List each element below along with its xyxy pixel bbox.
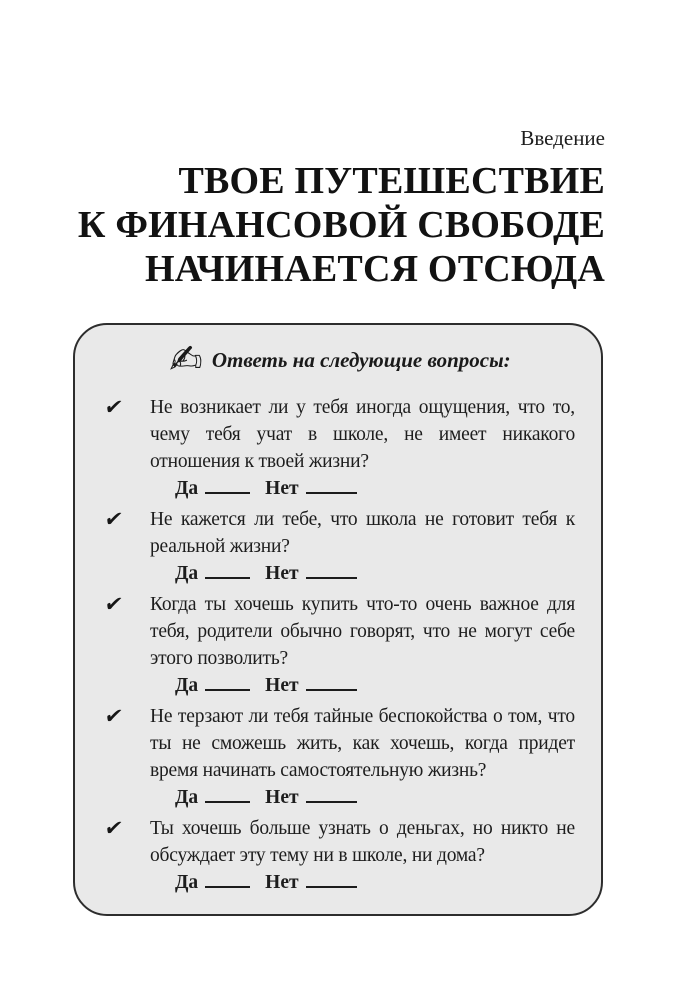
page-title-line-2: К ФИНАНСОВОЙ СВОБОДЕ	[77, 204, 605, 247]
yes-label: Да	[175, 872, 199, 894]
question-text: Не терзают ли тебя тайные беспокойства о том, что ты не сможешь жить, как хочешь, когда придет время начинать самостоятельную жизнь?	[150, 706, 575, 782]
yes-answer-blank	[205, 479, 250, 494]
check-mark-icon: ✔	[102, 592, 125, 617]
page-title-line-1: ТВОЕ ПУТЕШЕСТВИЕ	[178, 160, 605, 203]
yes-no-line	[150, 784, 575, 811]
no-answer-blank	[306, 564, 357, 579]
question-text: Не кажется ли тебе, что школа не готовит тебя к реальной жизни?	[150, 509, 575, 558]
writing-hand-icon: ✍	[169, 337, 203, 384]
question-item	[102, 815, 575, 896]
question-text: Когда ты хочешь купить что-то очень важное для тебя, родители обычно говорят, что не могут себе этого позволить?	[150, 594, 575, 670]
question-item	[102, 703, 575, 811]
yes-answer-blank	[205, 676, 250, 691]
questions-box	[73, 323, 603, 916]
questions-box-heading	[105, 337, 575, 384]
yes-no-line	[150, 672, 575, 699]
no-answer-blank	[306, 676, 357, 691]
question-item	[102, 506, 575, 587]
check-mark-icon: ✔	[102, 395, 125, 420]
no-label: Нет	[265, 675, 299, 697]
no-label: Нет	[265, 787, 299, 809]
question-item	[102, 394, 575, 502]
yes-answer-blank	[205, 564, 250, 579]
no-answer-blank	[306, 479, 357, 494]
no-label: Нет	[265, 478, 299, 500]
check-mark-icon: ✔	[102, 704, 125, 729]
no-answer-blank	[306, 873, 357, 888]
check-mark-icon: ✔	[102, 816, 125, 841]
question-item	[102, 591, 575, 699]
yes-label: Да	[175, 675, 199, 697]
yes-no-line	[150, 560, 575, 587]
yes-answer-blank	[205, 873, 250, 888]
no-answer-blank	[306, 788, 357, 803]
yes-no-line	[150, 869, 575, 896]
yes-label: Да	[175, 478, 199, 500]
no-label: Нет	[265, 563, 299, 585]
question-text: Ты хочешь больше узнать о деньгах, но никто не обсуждает эту тему ни в школе, ни дома?	[150, 818, 575, 867]
questions-heading-text: Ответь на следующие вопросы:	[211, 347, 511, 372]
page-title-line-3: НАЧИНАЕТСЯ ОТСЮДА	[144, 248, 605, 291]
yes-label: Да	[175, 787, 199, 809]
no-label: Нет	[265, 872, 299, 894]
yes-label: Да	[175, 563, 199, 585]
yes-answer-blank	[205, 788, 250, 803]
chapter-kicker: Введение	[520, 126, 605, 150]
yes-no-line	[150, 475, 575, 502]
check-mark-icon: ✔	[102, 507, 125, 532]
page-title	[0, 159, 605, 291]
page-header	[0, 0, 676, 291]
question-text: Не возникает ли у тебя иногда ощущения, что то, чему тебя учат в школе, не имеет никакого отношения к твоей жизни?	[150, 397, 575, 473]
